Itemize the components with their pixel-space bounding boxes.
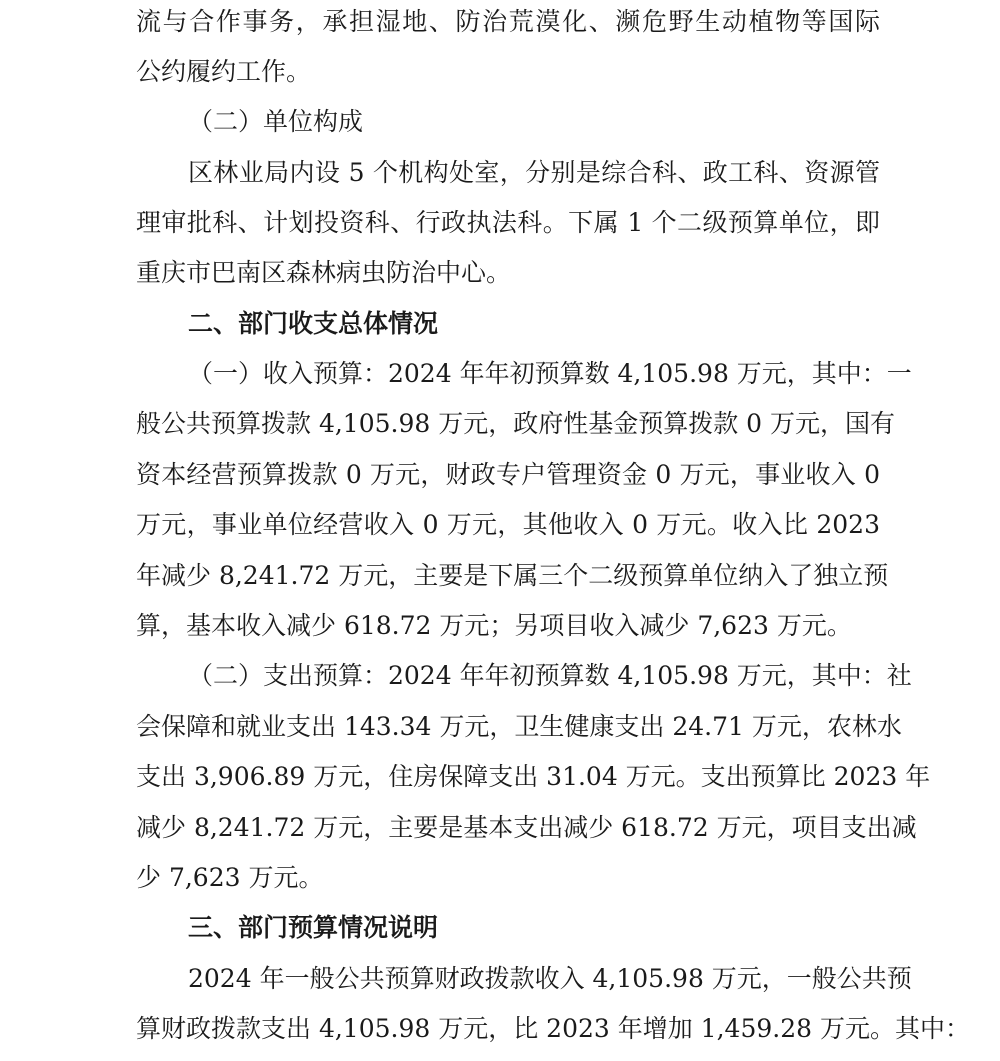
section-heading: 三、部门预算情况说明 — [188, 913, 439, 942]
paragraph-line: 般公共预算拨款 4,105.98 万元，政府性基金预算拨款 0 万元，国有 — [136, 409, 896, 438]
section-subheading: （二）单位构成 — [188, 107, 364, 136]
section-heading: 二、部门收支总体情况 — [188, 309, 439, 338]
paragraph-line: 算，基本收入减少 618.72 万元；另项目收入减少 7,623 万元。 — [136, 611, 852, 640]
paragraph-line: 支出 3,906.89 万元，住房保障支出 31.04 万元。支出预算比 2023 年 — [136, 762, 931, 791]
paragraph-line: 资本经营预算拨款 0 万元，财政专户管理资金 0 万元，事业收入 0 — [136, 460, 880, 489]
paragraph-line: 公约履约工作。 — [136, 57, 312, 86]
paragraph-line: 2024 年一般公共预算财政拨款收入 4,105.98 万元，一般公共预 — [188, 964, 912, 993]
paragraph-line: 流与合作事务，承担湿地、防治荒漠化、濒危野生动植物等国际 — [136, 7, 880, 36]
paragraph-line: 区林业局内设 5 个机构处室，分别是综合科、政工科、资源管 — [188, 158, 880, 187]
paragraph-line: 万元，事业单位经营收入 0 万元，其他收入 0 万元。收入比 2023 — [136, 510, 880, 539]
paragraph-line: 减少 8,241.72 万元，主要是基本支出减少 618.72 万元，项目支出减 — [136, 813, 917, 842]
paragraph-line: （二）支出预算：2024 年年初预算数 4,105.98 万元，其中：社 — [188, 661, 912, 690]
paragraph-line: 算财政拨款支出 4,105.98 万元，比 2023 年增加 1,459.28 万元。其中： — [136, 1014, 970, 1043]
paragraph-line: （一）收入预算：2024 年年初预算数 4,105.98 万元，其中：一 — [188, 359, 912, 388]
paragraph-line: 理审批科、计划投资科、行政执法科。下属 1 个二级预算单位，即 — [136, 208, 880, 237]
paragraph-line: 会保障和就业支出 143.34 万元，卫生健康支出 24.71 万元，农林水 — [136, 712, 902, 741]
paragraph-line: 重庆市巴南区森林病虫防治中心。 — [136, 258, 512, 287]
paragraph-line: 少 7,623 万元。 — [136, 863, 324, 892]
paragraph-line: 年减少 8,241.72 万元，主要是下属三个二级预算单位纳入了独立预 — [136, 561, 889, 590]
